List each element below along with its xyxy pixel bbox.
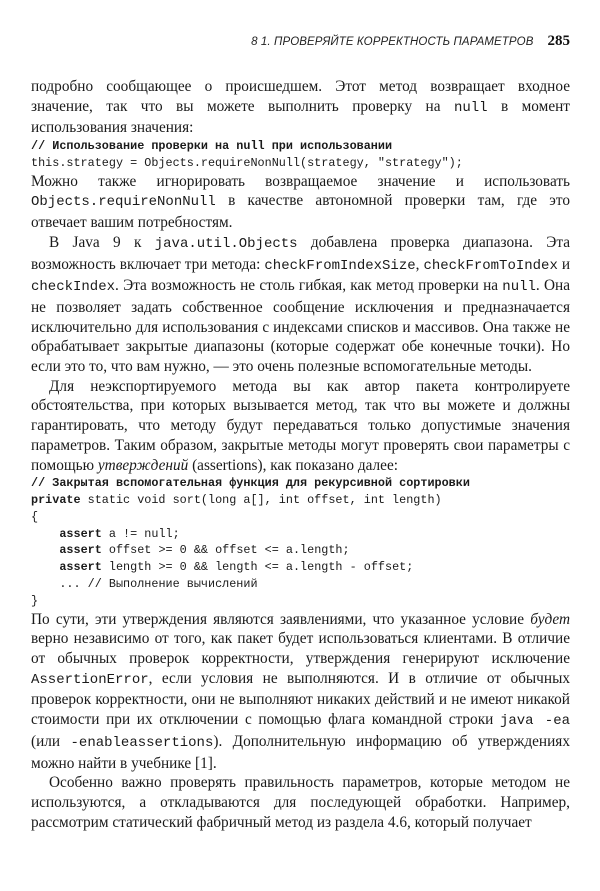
text-run: и (557, 255, 571, 273)
emphasis: утверждений (97, 456, 189, 474)
inline-code: checkIndex (31, 279, 116, 296)
inline-code: checkFromToIndex (423, 257, 558, 274)
inline-code: java.util.Objects (154, 235, 298, 252)
code-block-1 (31, 138, 570, 172)
text-run: добавлена проверка диапазона. Эта возможность включает три метода: (31, 233, 570, 273)
text-run: подробно сообщающее о происшедшем. Этот метод возвращает входное значение, так что вы можете выполнить проверку на (31, 78, 570, 115)
code-line: offset >= 0 && offset <= a.length; (101, 543, 350, 558)
code-line: a != null; (101, 526, 180, 541)
text-run: верно независимо от того, как пакет будет использоваться клиентами. В отличие от обычных проверок корректности, утверждения генерируют исключение (31, 630, 570, 668)
paragraph-2 (31, 172, 570, 233)
text-run: Для неэкспортируемого метода вы как автор пакета контролируете обстоятельства, при которых вызывается метод, так что вы можете и должны гарантировать, что методу будут передаваться только допустимые значения параметров. Таким образом, закрытые методы могут проверять свои параметры с помощью (31, 377, 570, 474)
code-line: ... // Выполнение вычислений (59, 577, 258, 592)
text-run: (или (31, 732, 71, 750)
inline-code: java -ea (499, 713, 570, 730)
text-run: Особенно важно проверять правильность параметров, которые методом не используются, а откладываются для последующей обработки. Например, рассмотрим статический фабричный метод из раздела 4.6, который получает (31, 774, 570, 831)
code-line: this.strategy = Objects.requireNonNull(strategy, "strategy"); (31, 155, 463, 170)
code-block-2 (31, 475, 570, 609)
inline-code: checkFromIndexSize (264, 257, 416, 274)
text-run: ). Дополнительную информацию об утверждениях можно найти в учебнике [1]. (31, 732, 570, 772)
emphasis: будет (530, 610, 570, 628)
code-comment: // Закрытая вспомогательная функция для рекурсивной сортировки (31, 476, 470, 491)
text-run: Можно также игнорировать возвращаемое значение и использовать (31, 172, 570, 190)
page-header (30, 33, 570, 50)
code-line: length >= 0 && length <= a.length - offset; (101, 560, 414, 575)
text-run: По сути, эти утверждения являются заявлениями, что указанное условие (31, 610, 531, 628)
code-brace: { (31, 509, 39, 524)
paragraph-1 (31, 77, 570, 138)
code-comment: // Использование проверки на null при использовании (31, 139, 393, 154)
text-run: В Java 9 к (49, 233, 155, 251)
text-run: , (415, 255, 424, 273)
text-run: (assertions), как показано далее: (188, 456, 398, 474)
running-head: 8 1. ПРОВЕРЯЙТЕ КОРРЕКТНОСТЬ ПАРАМЕТРОВ (251, 36, 534, 48)
text-run: , если условия не выполняются. И в отличие от обычных проверок корректности, они не выполняют никаких действий и не имеют никакой стоимости при их отключении с помощью флага командной строки (31, 669, 570, 729)
inline-code: null (453, 99, 488, 116)
code-keyword: assert (59, 543, 102, 558)
paragraph-6 (31, 773, 570, 832)
code-keyword: private (31, 493, 81, 508)
inline-code: null (502, 279, 536, 296)
text-run: . Она не позволяет задать собственное сообщение исключения и предназначается исключительно для использования с индексами списков и массивов. Она также не обрабатывает закрытые диапазоны (которые содержат обе конечные точки). Но если это то, что вам нужно, — это очень полезные вспомогательные методы. (31, 277, 571, 376)
page-body (31, 77, 570, 832)
code-keyword: assert (59, 526, 102, 541)
code-keyword: assert (59, 560, 102, 575)
text-run: в качестве автономной проверки там, где это отвечает вашим потребностям. (31, 192, 570, 232)
text-run: . Эта возможность не столь гибкая, как метод проверки на (115, 277, 503, 295)
text-run: в момент использования значения: (31, 97, 570, 137)
paragraph-3 (31, 233, 570, 377)
inline-code: AssertionError (31, 671, 149, 688)
paragraph-5 (31, 610, 570, 774)
inline-code: Objects.requireNonNull (31, 194, 216, 211)
page-number: 285 (547, 33, 570, 49)
inline-code: -enableassertions (70, 734, 214, 751)
code-brace: } (31, 593, 39, 608)
code-line: static void sort(long a[], int offset, int length) (80, 493, 442, 508)
paragraph-4 (31, 377, 570, 476)
